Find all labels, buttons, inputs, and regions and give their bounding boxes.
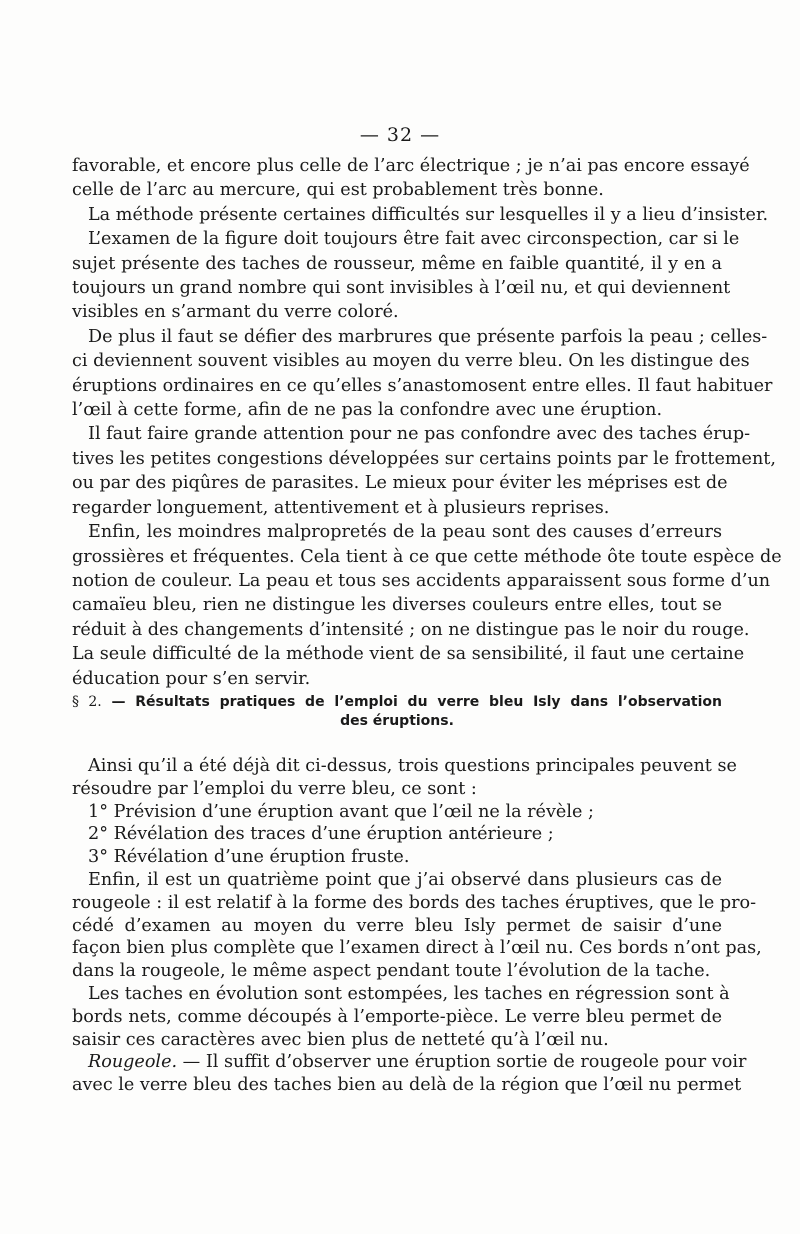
page-number: — 32 — [359,124,441,146]
section-title-line-2: des éruptions. [340,713,454,729]
section-title-line-1: — Résultats pratiques de l’emploi du verre bleu Isly dans l’observation [111,694,723,710]
text-line: La méthode présente certaines difficultés sur lesquelles il y a lieu d’insister. [88,204,769,225]
text-line: éducation pour s’en servir. [72,668,311,689]
italic-lead: Rougeole. [88,1052,178,1073]
text-line: l’œil à cette forme, afin de ne pas la confondre avec une éruption. [72,400,663,421]
text-line: Enfin, il est un quatrième point que j’ai observé dans plusieurs cas de [88,869,722,890]
text-line: cédé d’examen au moyen du verre bleu Isly permet de saisir d’une [72,915,722,936]
section-heading-line-1 [72,693,722,712]
text-line: rougeole : il est relatif à la forme des bords des taches éruptives, que le pro- [72,892,757,913]
text-line: Les taches en évolution sont estompées, les taches en régression sont à [88,983,730,1004]
section-mark: § 2. [72,694,102,710]
text-line: visibles en s’armant du verre coloré. [72,302,399,323]
text-line: façon bien plus complète que l’examen direct à l’œil nu. Ces bords n’ont pas, [72,938,762,959]
text-line: ci deviennent souvent visibles au moyen du verre bleu. On les distingue des [72,351,750,372]
text-line: tives les petites congestions développées sur certains points par le frottement, [72,448,776,469]
text-line: regarder longuement, attentivement et à plusieurs reprises. [72,497,610,518]
text-line: La seule difficulté de la méthode vient de sa sensibilité, il faut une certaine [72,644,745,665]
text-line: toujours un grand nombre qui sont invisibles à l’œil nu, et qui deviennent [72,278,731,299]
text-run: — Il suffit d’observer une éruption sortie de rougeole pour voir [177,1052,747,1073]
text-line: réduit à des changements d’intensité ; on ne distingue pas le noir du rouge. [72,619,750,640]
text-line: sujet présente des taches de rousseur, même en faible quantité, il y en a [72,253,722,274]
text-line: Ainsi qu’il a été déjà dit ci-dessus, trois questions principales peuvent se [88,756,737,776]
text-line: grossières et fréquentes. Cela tient à ce que cette méthode ôte toute espèce de [72,546,782,567]
text-line: notion de couleur. La peau et tous ses accidents apparaissent sous forme d’un [72,570,771,591]
list-item: 1° Prévision d’une éruption avant que l’œil ne la révèle ; [88,801,594,822]
text-line: saisir ces caractères avec bien plus de netteté qu’à l’œil nu. [72,1029,609,1050]
text-line: favorable, et encore plus celle de l’arc électrique ; je n’ai pas encore essayé [72,156,750,176]
text-line: L’examen de la figure doit toujours être fait avec circonspection, car si le [88,229,740,250]
text-line: celle de l’arc au mercure, qui est probablement très bonne. [72,180,604,201]
text-line: ou par des piqûres de parasites. Le mieux pour éviter les méprises est de [72,473,728,494]
text-line: éruptions ordinaires en ce qu’elles s’anastomosent entre elles. Il faut habituer [72,375,773,396]
body-text-top [72,154,782,691]
text-line: bords nets, comme découpés à l’emporte-pièce. Le verre bleu permet de [72,1006,722,1027]
body-text-bottom [72,755,762,1097]
text-line: Enfin, les moindres malpropretés de la peau sont des causes d’erreurs [88,522,722,543]
text-line: avec le verre bleu des taches bien au delà de la région que l’œil nu permet [72,1075,742,1096]
text-line: Il faut faire grande attention pour ne pas confondre avec des taches érup- [88,424,751,445]
text-line: camaïeu bleu, rien ne distingue les diverses couleurs entre elles, tout se [72,595,722,616]
text-line: résoudre par l’emploi du verre bleu, ce sont : [72,778,477,799]
text-line: De plus il faut se défier des marbrures que présente parfois la peau ; celles- [88,326,768,347]
section-heading [72,693,722,731]
text-line: dans la rougeole, le même aspect pendant toute l’évolution de la tache. [72,961,711,982]
list-item: 2° Révélation des traces d’une éruption antérieure ; [88,824,554,845]
list-item: 3° Révélation d’une éruption fruste. [88,847,410,868]
text-line [72,1051,747,1074]
